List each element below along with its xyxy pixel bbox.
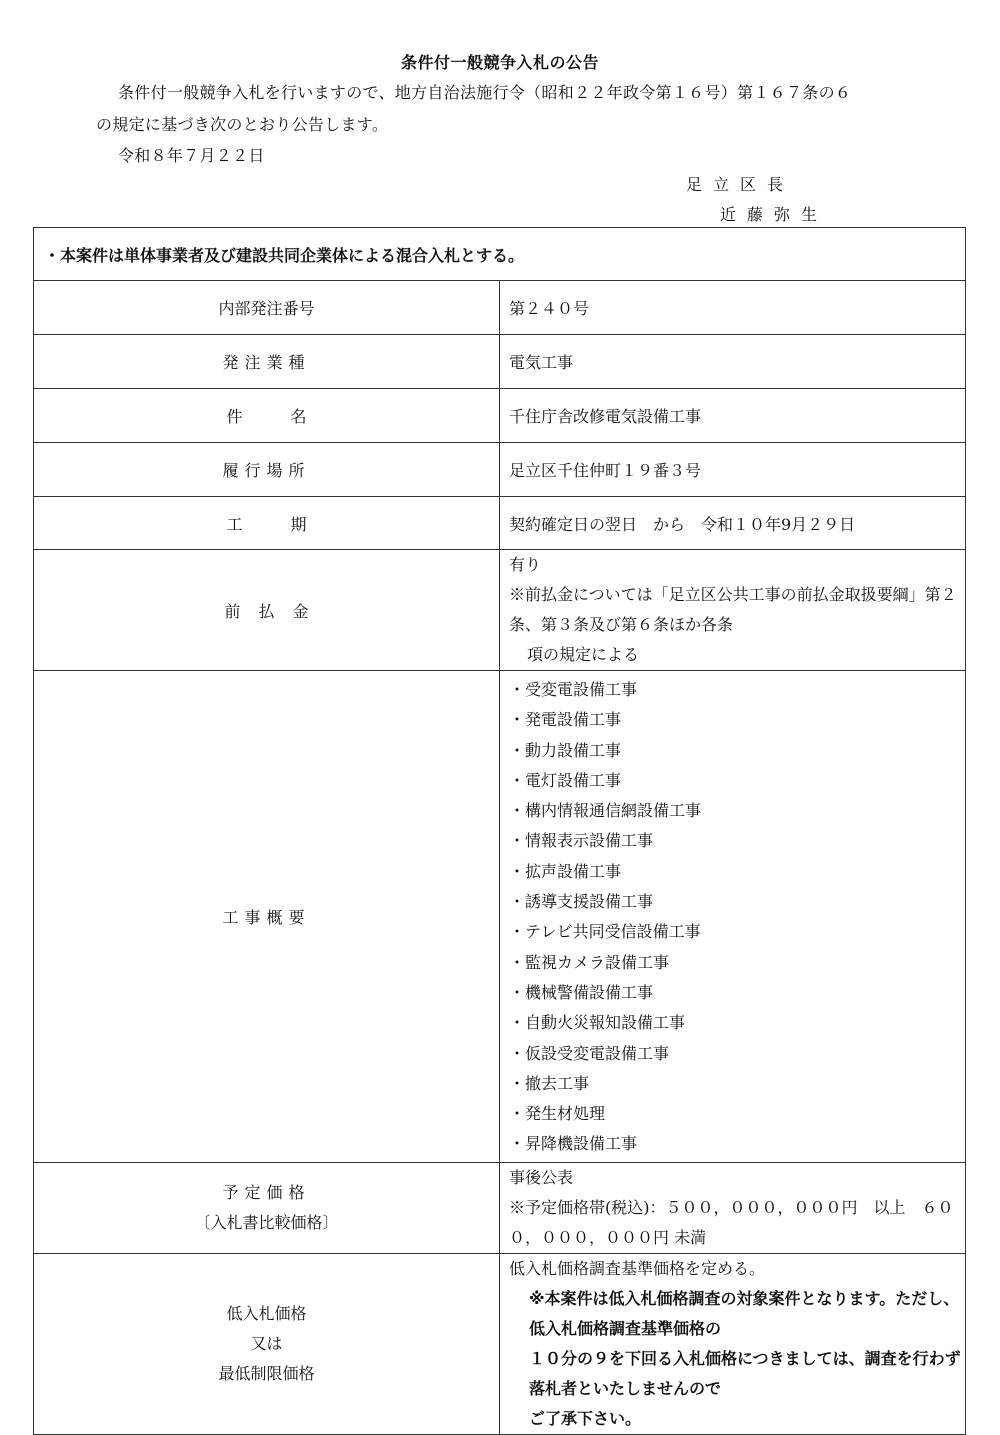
low-bid-label-cell xyxy=(34,1253,500,1434)
scope-list-item: ・テレビ共同受信設備工事 xyxy=(509,922,701,942)
table-row xyxy=(34,550,966,671)
table-row xyxy=(34,389,966,443)
price-cell xyxy=(500,1162,966,1253)
low-bid-value: 低入札価格調査基準価格を定める。 xyxy=(509,1258,766,1278)
scope-list-item: ・昇降機設備工事 xyxy=(509,1134,638,1154)
order-number-value: 第２４０号 xyxy=(500,281,966,335)
advance-payment-label: 前払金 xyxy=(34,550,500,671)
table-row xyxy=(34,497,966,550)
category-value: 電気工事 xyxy=(500,335,966,389)
table-row xyxy=(34,443,966,497)
issuer-name: 近藤弥生 xyxy=(720,205,829,224)
price-range-note: ※予定価格帯(税込)：５００，０００，０００円 以上 ６００，０００，０００円 未満 xyxy=(509,1197,954,1247)
project-name-value: 千住庁舎改修電気設備工事 xyxy=(500,389,966,443)
category-label: 発注業種 xyxy=(34,335,500,389)
advance-payment-cell xyxy=(500,550,966,671)
table-row xyxy=(34,281,966,335)
price-value: 事後公表 xyxy=(509,1167,574,1187)
price-sublabel: 〔入札書比較価格〕 xyxy=(194,1212,339,1232)
scope-list-item: ・自動火災報知設備工事 xyxy=(509,1013,686,1033)
scope-cell xyxy=(500,671,966,1163)
scope-list-item: ・発電設備工事 xyxy=(509,710,622,730)
location-label: 履行場所 xyxy=(34,443,500,497)
scope-list-item: ・監視カメラ設備工事 xyxy=(509,952,670,972)
scope-list-item: ・動力設備工事 xyxy=(509,740,622,760)
scope-list-item: ・拡声設備工事 xyxy=(509,861,622,881)
price-label-cell xyxy=(34,1162,500,1253)
project-name-label: 件 名 xyxy=(34,389,500,443)
low-bid-note-line-1: ※本案件は低入札価格調査の対象案件となります。ただし、低入札価格調査基準価格の xyxy=(529,1288,960,1338)
period-value: 契約確定日の翌日 から 令和１０年9月２９日 xyxy=(500,497,966,550)
scope-list-item: ・発生材処理 xyxy=(509,1104,606,1124)
table-row xyxy=(34,335,966,389)
scope-list-item: ・機械警備設備工事 xyxy=(509,982,654,1002)
order-number-label: 内部発注番号 xyxy=(34,281,500,335)
table-row xyxy=(34,1253,966,1434)
period-label: 工 期 xyxy=(34,497,500,550)
low-bid-label-line-3: 最低制限価格 xyxy=(218,1363,315,1383)
intro-paragraph-line-2: の規定に基づき次のとおり公告します。 xyxy=(96,115,389,134)
price-label: 予定価格 xyxy=(222,1182,311,1202)
scope-list-item: ・構内情報通信網設備工事 xyxy=(509,801,702,821)
scope-list-item: ・受変電設備工事 xyxy=(509,680,638,699)
scope-list-item: ・電灯設備工事 xyxy=(509,770,622,790)
low-bid-note-line-2: １０分の９を下回る入札価格につきましては、調査を行わず落札者といたしませんので xyxy=(529,1348,961,1398)
intro-paragraph-line-1: 条件付一般競争入札を行いますので、地方自治法施行令（昭和２２年政令第１６号）第１６７条の６ xyxy=(118,83,852,102)
low-bid-note-line-3: ご了承下さい。 xyxy=(529,1408,642,1428)
notice-table xyxy=(33,227,966,1435)
scope-list xyxy=(509,671,965,1162)
scope-list-item: ・仮設受変電設備工事 xyxy=(509,1043,670,1063)
scope-list-item: ・情報表示設備工事 xyxy=(509,831,654,851)
table-row xyxy=(34,671,966,1163)
low-bid-cell xyxy=(500,1253,966,1434)
advance-payment-note-line-1: ※前払金については「足立区公共工事の前払金取扱要綱」第２条、第３条及び第６条ほか各条 xyxy=(509,585,957,634)
scope-label: 工事概要 xyxy=(34,671,500,1163)
notice-date: 令和８年７月２２日 xyxy=(118,146,265,165)
scope-list-item: ・誘導支援設備工事 xyxy=(509,892,654,912)
issuer-title: 足立区長 xyxy=(686,175,795,194)
location-value: 足立区千住仲町１９番３号 xyxy=(500,443,966,497)
mixed-bid-banner: ・本案件は単体事業者及び建設共同企業体による混合入札とする。 xyxy=(34,228,966,281)
notice-title: 条件付一般競争入札の公告 xyxy=(400,53,599,72)
low-bid-label-line-2: 又は xyxy=(250,1333,283,1353)
table-row xyxy=(34,1162,966,1253)
scope-list-item: ・撤去工事 xyxy=(509,1073,590,1093)
low-bid-label-line-1: 低入札価格 xyxy=(226,1303,307,1323)
advance-payment-note-line-2: 項の規定による xyxy=(527,645,640,664)
advance-payment-value: 有り xyxy=(509,555,542,574)
